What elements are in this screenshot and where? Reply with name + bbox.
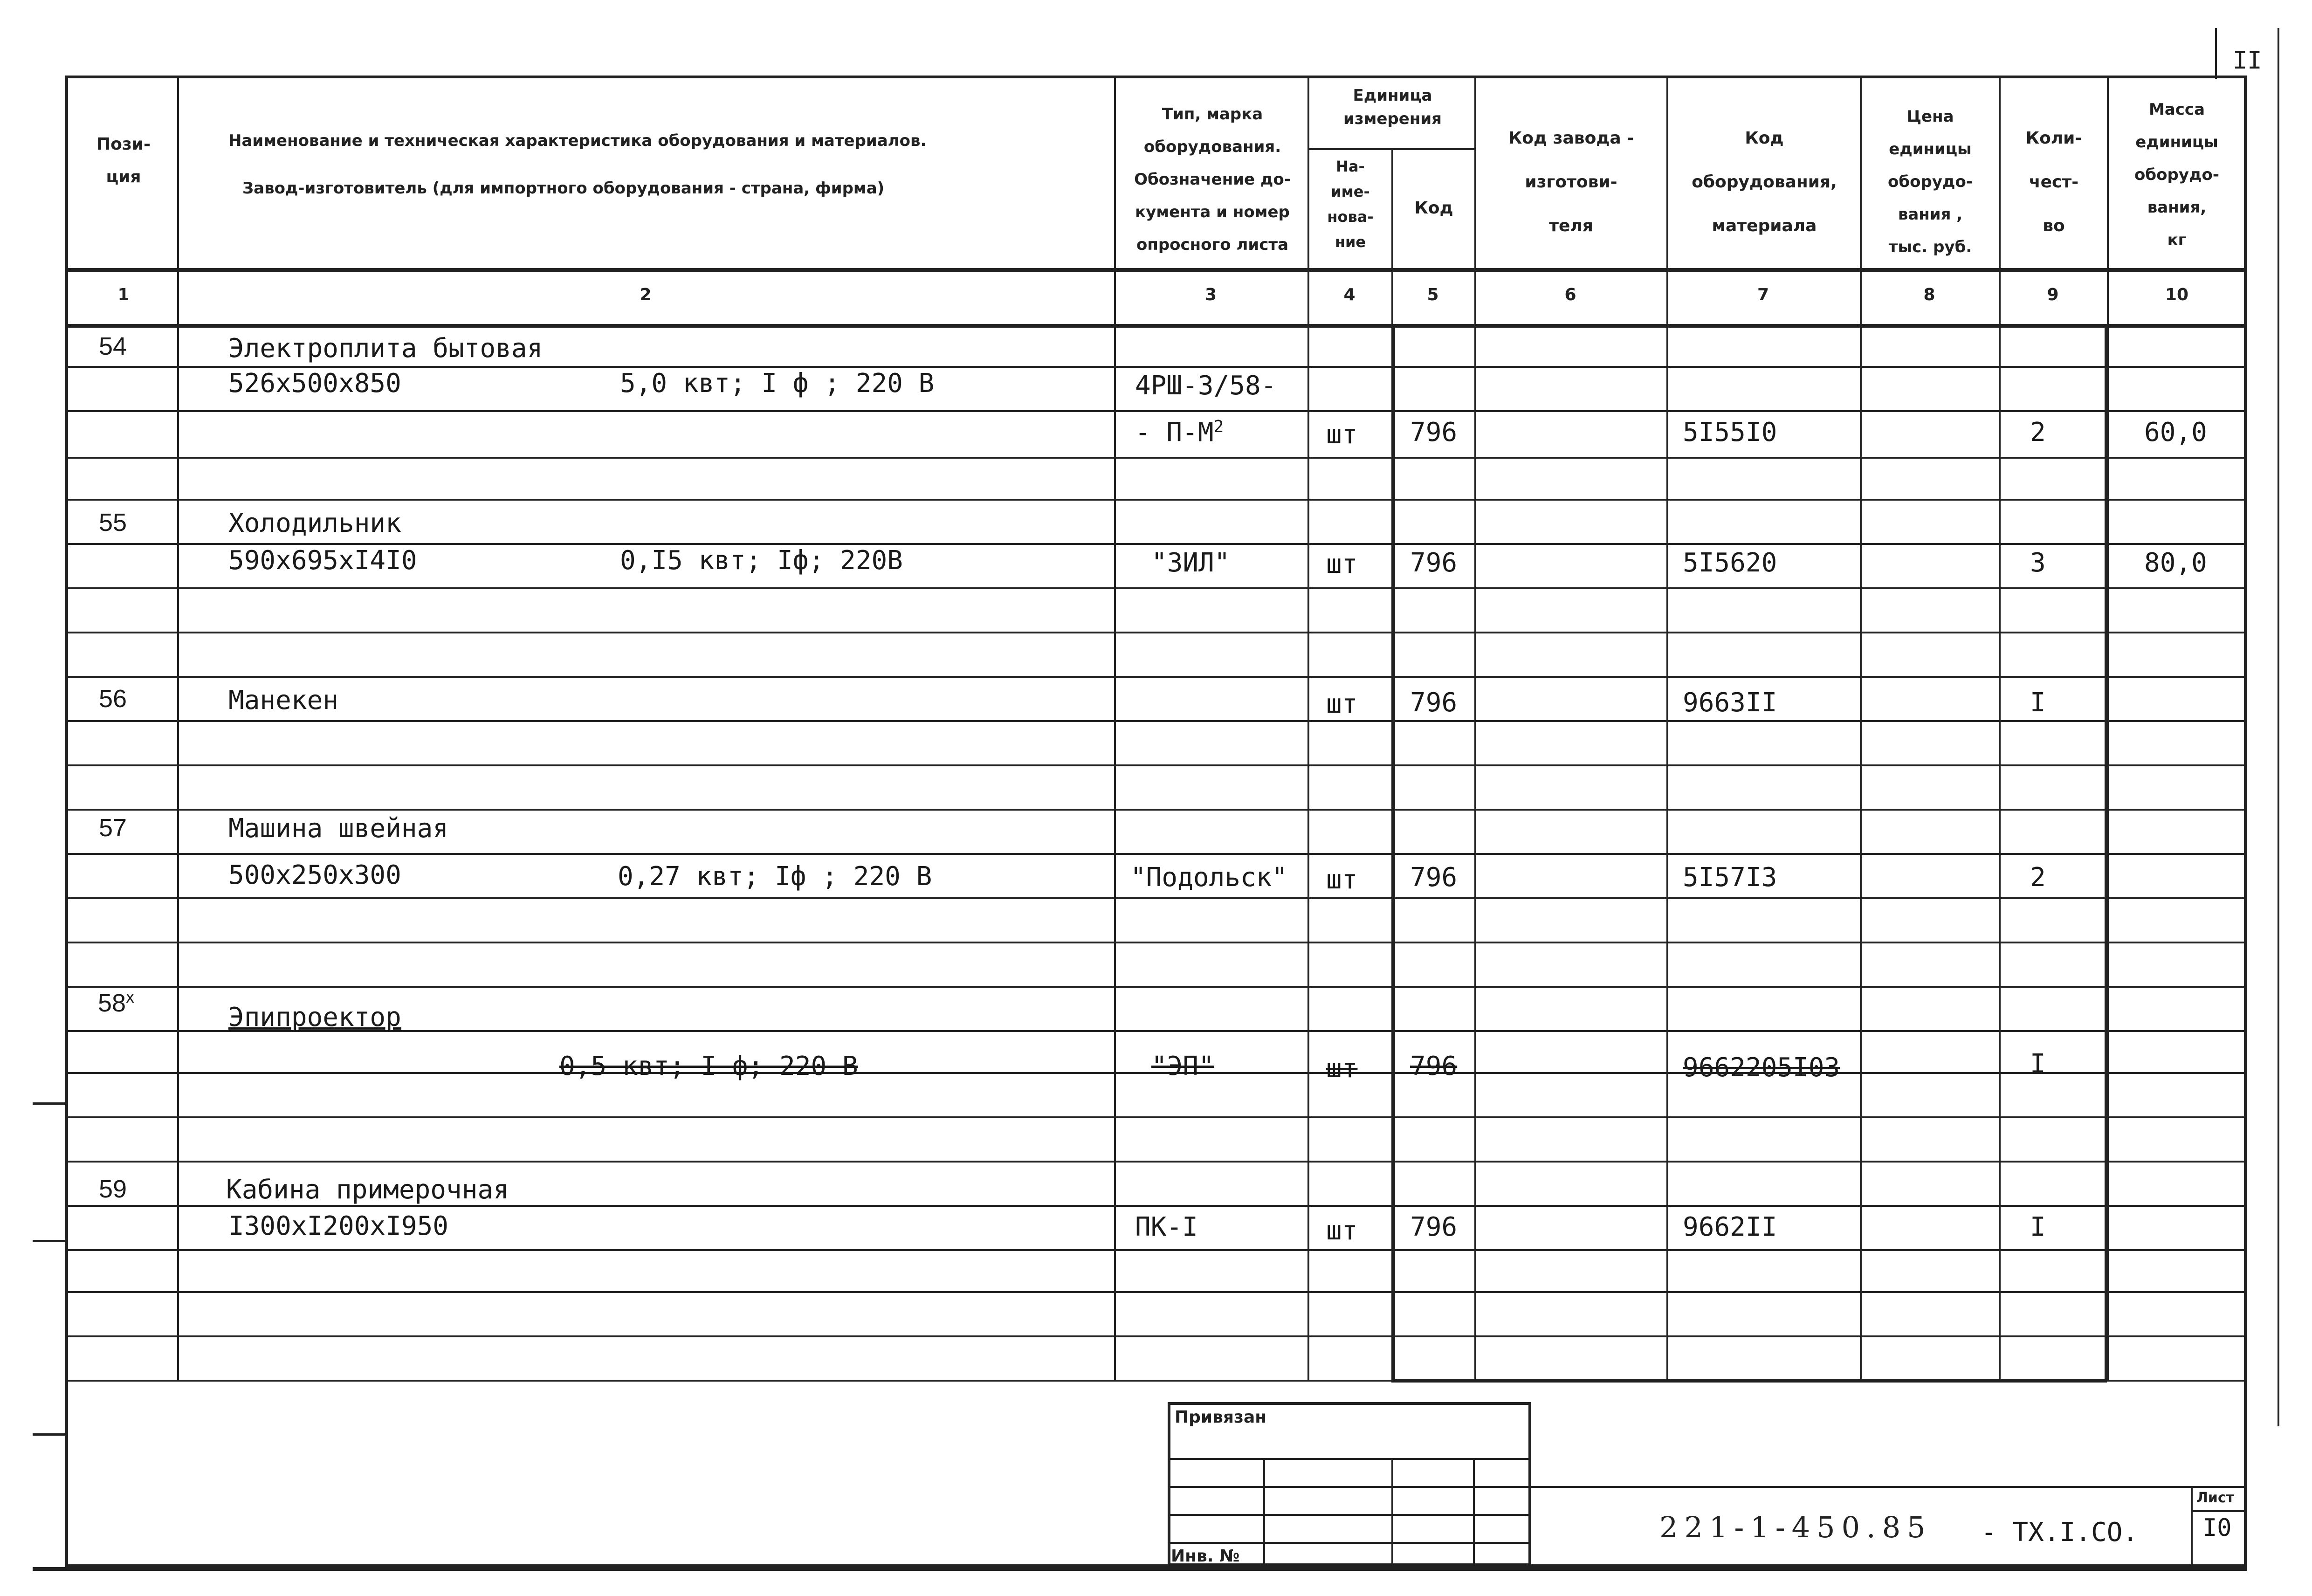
item-name: Эпипроектор	[228, 1002, 401, 1032]
item-spec: 0,5 квт; I ф; 220 В	[559, 1051, 858, 1081]
item-type: "Подольск"	[1130, 862, 1288, 893]
item-equipment-code: 9662II	[1683, 1212, 1777, 1242]
header-name-line2: Завод-изготовитель (для импортного оборудования - страна, фирма)	[242, 179, 885, 198]
column-number: 5	[1427, 285, 1439, 304]
item-unit: шт	[1326, 1053, 1358, 1084]
item-unit: шт	[1326, 549, 1358, 579]
inventory-number-label: Инв. №	[1171, 1547, 1240, 1566]
item-quantity: I	[2030, 1212, 2046, 1242]
item-position: 59	[99, 1175, 127, 1203]
item-unit-code: 796	[1410, 1051, 1458, 1081]
margin-tick	[33, 1240, 65, 1242]
item-equipment-code: 5I5620	[1683, 548, 1777, 578]
item-position: 57	[99, 814, 127, 842]
item-position: 56	[99, 685, 127, 713]
column-number: 2	[640, 285, 652, 304]
item-mass: 80,0	[2144, 548, 2207, 578]
column-number: 6	[1564, 285, 1576, 304]
item-name: Электроплита бытовая	[228, 333, 543, 364]
item-position: 54	[99, 332, 127, 360]
item-dimensions: 526x500x850	[228, 368, 401, 399]
sheet-label: Лист	[2196, 1490, 2235, 1506]
header-unit-group: Единица измерения	[1343, 86, 1442, 128]
header-unit-name: На- име- нова- ние	[1327, 158, 1374, 251]
column-number: 4	[1343, 285, 1356, 304]
header-name-line1: Наименование и техническая характеристика оборудования и материалов.	[228, 131, 927, 150]
item-position-number: 58	[98, 989, 126, 1017]
item-position: 55	[99, 509, 127, 537]
item-spec: 0,27 квт; Iф ; 220 В	[618, 861, 932, 892]
margin-tick	[33, 1433, 65, 1436]
sheet-value: I0	[2202, 1514, 2232, 1542]
item-equipment-code: 5I57I3	[1683, 862, 1777, 893]
column-number: 10	[2165, 285, 2189, 304]
item-unit: шт	[1326, 1216, 1358, 1246]
item-unit-code: 796	[1410, 417, 1458, 447]
item-equipment-code: 9662205I03	[1683, 1053, 1840, 1083]
header-quantity: Коли- чест- во	[2025, 129, 2082, 235]
header-position: Пози- ция	[96, 135, 151, 186]
column-number: 7	[1757, 285, 1769, 304]
item-quantity: I	[2030, 688, 2046, 718]
item-equipment-code: 5I55I0	[1683, 417, 1777, 447]
item-type	[1135, 417, 1224, 448]
column-number: 8	[1923, 285, 1935, 304]
item-type-line2: - П-М	[1135, 417, 1214, 448]
item-unit-code: 796	[1410, 1212, 1458, 1242]
attached-label: Привязан	[1175, 1408, 1267, 1427]
item-name: Манекен	[228, 685, 339, 715]
item-type-superscript: 2	[1213, 417, 1224, 436]
item-unit: шт	[1326, 865, 1358, 895]
header-price: Цена единицы оборудо- вания , тыс. руб.	[1888, 107, 1973, 256]
item-unit-code: 796	[1410, 688, 1458, 718]
item-name: Холодильник	[228, 508, 401, 538]
item-type: ПК-I	[1135, 1212, 1198, 1242]
header-type: Тип, марка оборудования. Обозначение до- кумента и номер опросного листа	[1134, 105, 1291, 254]
margin-tick	[33, 1102, 65, 1105]
item-mass: 60,0	[2144, 417, 2207, 447]
sheet-number-top: II	[2233, 47, 2262, 75]
item-type: 4РШ-3/58-	[1135, 371, 1277, 401]
header-equipment-code: Код оборудования, материала	[1692, 129, 1837, 235]
item-spec: 5,0 квт; I ф ; 220 В	[620, 368, 935, 399]
item-quantity: I	[2030, 1049, 2046, 1079]
item-type: "ЗИЛ"	[1151, 548, 1230, 578]
item-dimensions: I300xI200xI950	[228, 1211, 449, 1241]
item-name: Машина швейная	[228, 813, 449, 844]
column-number: 9	[2047, 285, 2059, 304]
item-name: Кабина примерочная	[226, 1175, 509, 1205]
document-suffix: - ТХ.I.СО.	[1981, 1517, 2139, 1548]
header-manufacturer-code: Код завода - изготови- теля	[1508, 129, 1634, 235]
column-number: 3	[1204, 285, 1217, 304]
item-position	[98, 987, 134, 1018]
item-dimensions: 590x695xI4I0	[228, 545, 417, 576]
document-code: 221-1-450.85	[1659, 1510, 1932, 1544]
item-quantity: 2	[2030, 862, 2046, 893]
item-type: "ЭП"	[1151, 1051, 1214, 1081]
item-spec: 0,I5 квт; Iф; 220В	[620, 545, 903, 576]
item-position-mark: x	[126, 987, 135, 1006]
item-quantity: 3	[2030, 548, 2046, 578]
column-number: 1	[117, 285, 130, 304]
item-quantity: 2	[2030, 417, 2046, 447]
item-unit: шт	[1326, 689, 1358, 719]
item-equipment-code: 9663II	[1683, 688, 1777, 718]
item-unit-code: 796	[1410, 862, 1458, 893]
item-dimensions: 500x250x300	[228, 860, 401, 890]
header-mass: Масса единицы оборудо- вания, кг	[2134, 100, 2219, 249]
item-unit-code: 796	[1410, 548, 1458, 578]
header-unit-code: Код	[1414, 199, 1453, 218]
item-unit: шт	[1326, 420, 1358, 450]
